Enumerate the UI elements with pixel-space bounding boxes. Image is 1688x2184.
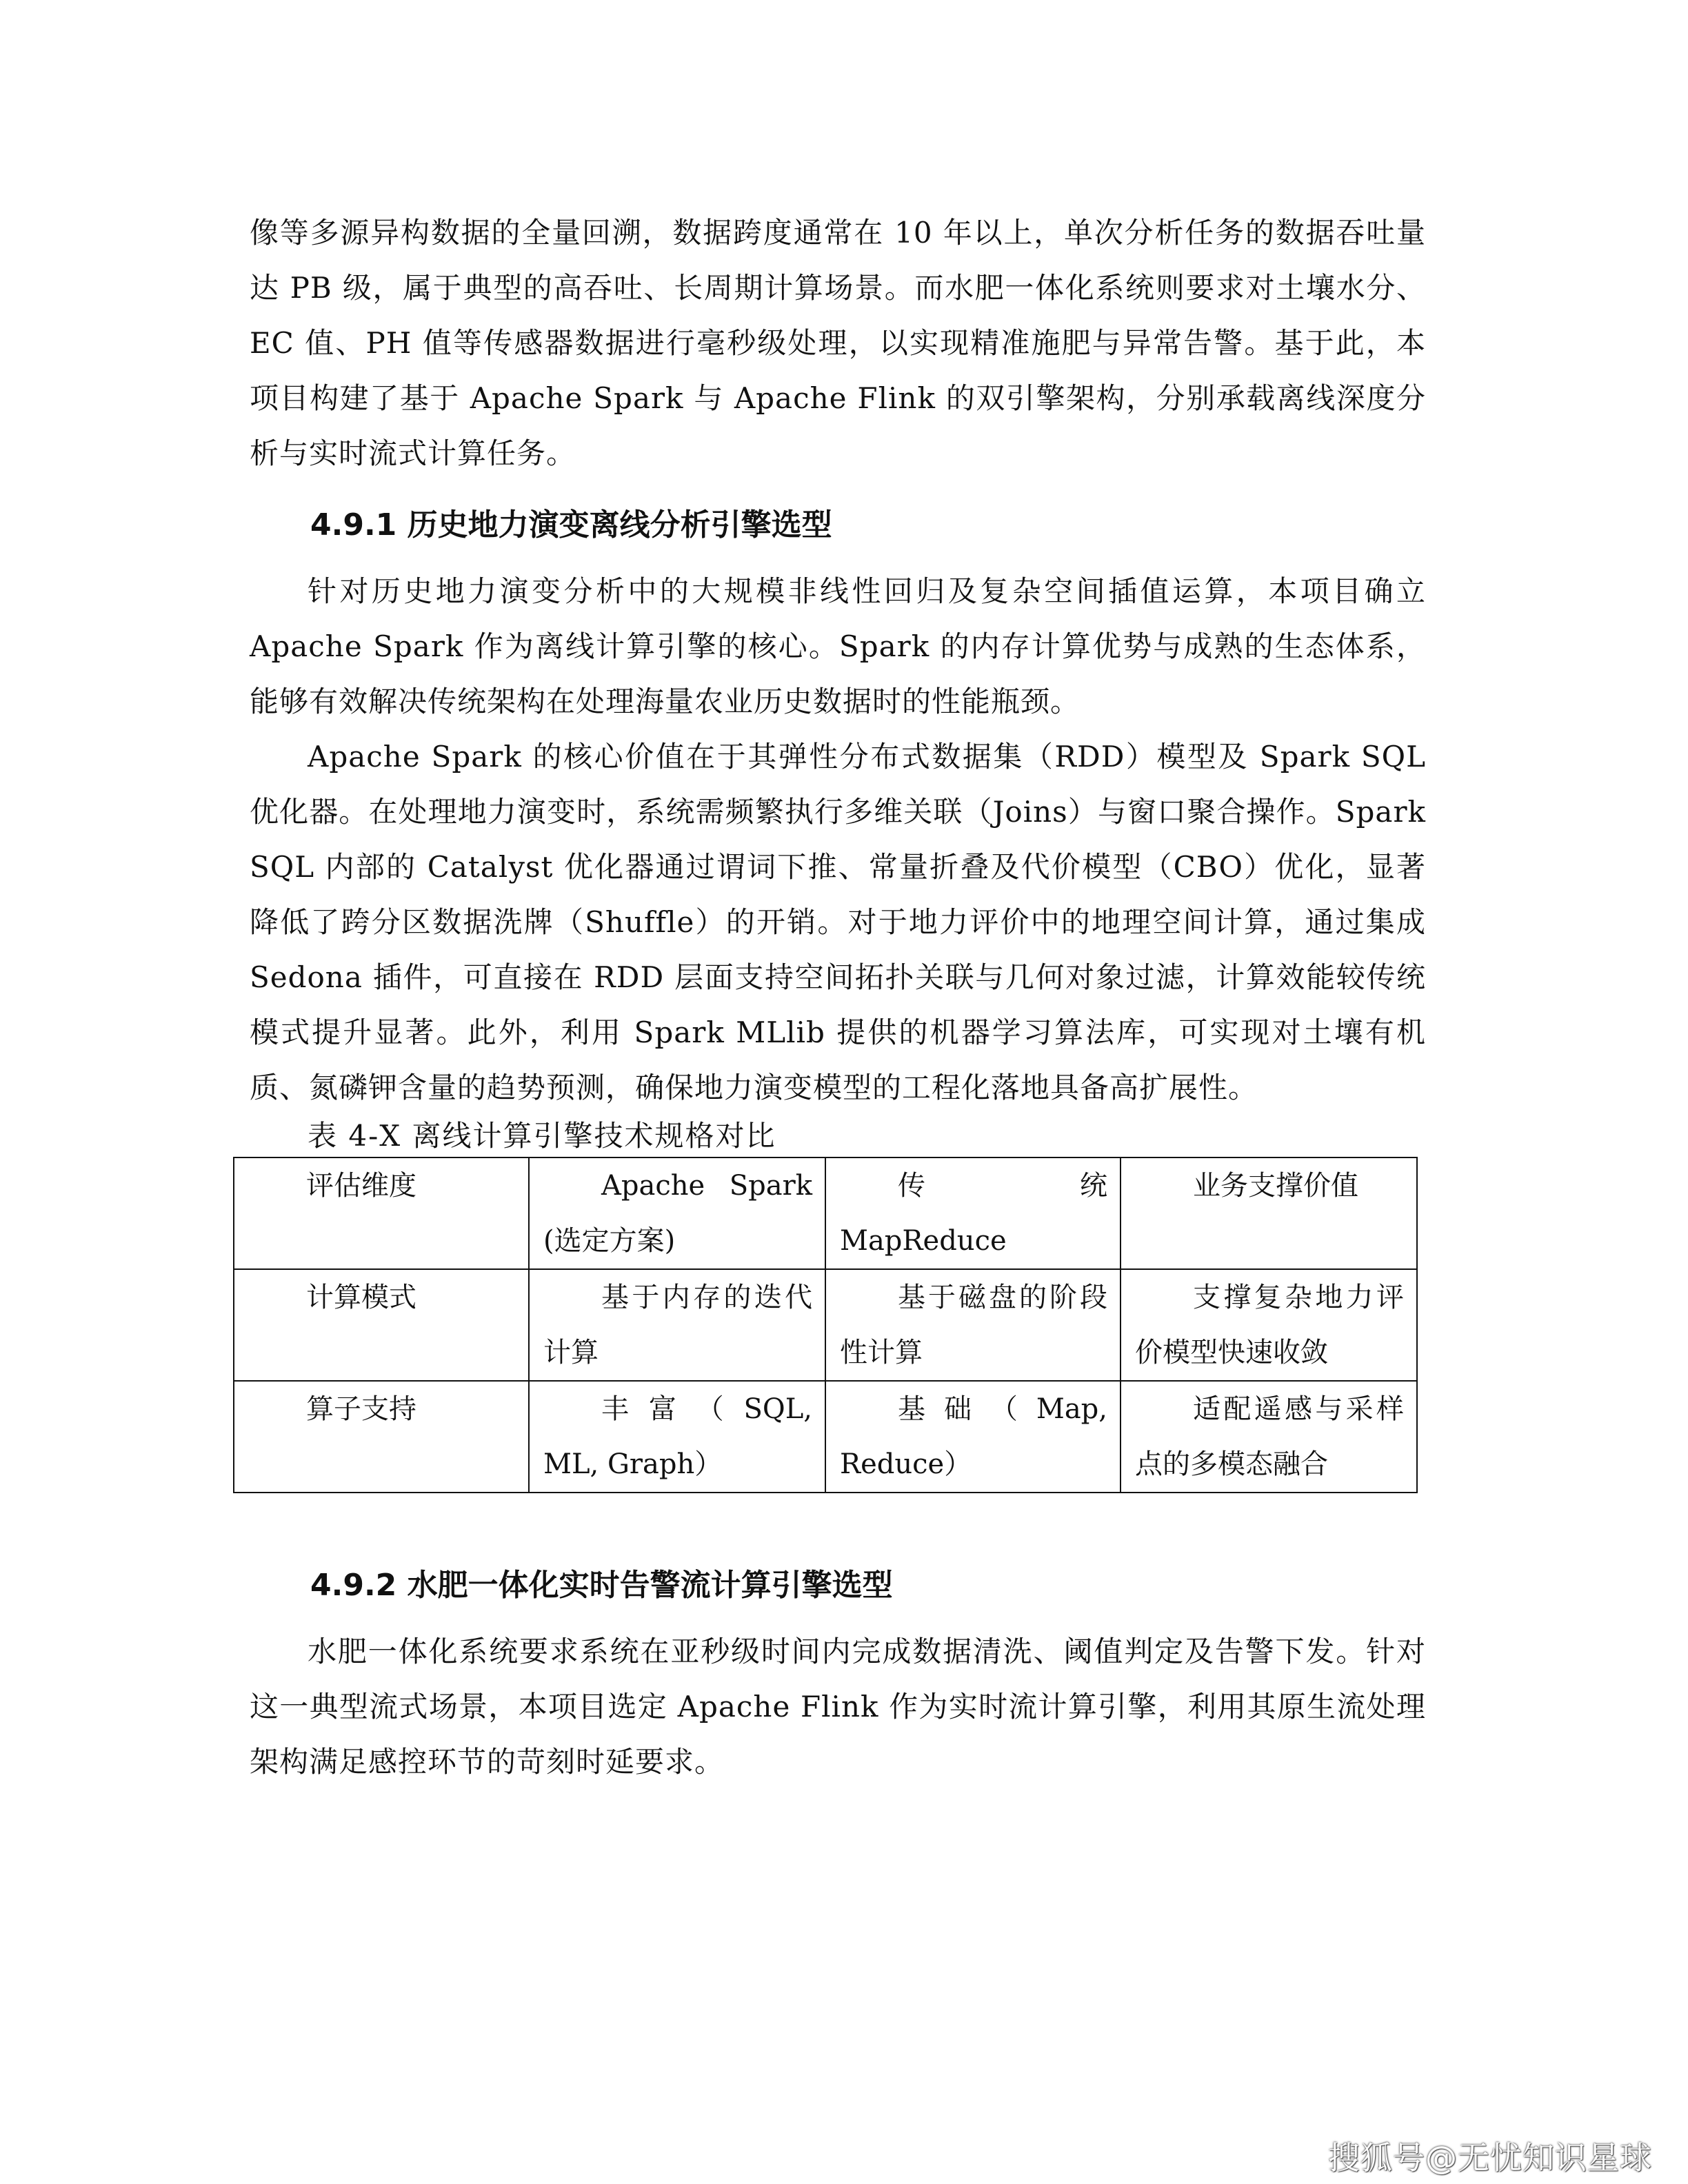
table-header-cell: Apache Spark (选定方案): [529, 1157, 825, 1269]
table-cell: 计算模式: [234, 1269, 529, 1381]
table-cell: 算子支持: [234, 1381, 529, 1493]
engine-comparison-table: [233, 1157, 1418, 1493]
document-page: [250, 205, 1426, 1790]
table-header-cell: 评估维度: [234, 1157, 529, 1269]
table-cell: 基于磁盘的阶段性计算: [825, 1269, 1121, 1381]
section-4-9-1-paragraph-1: 针对历史地力演变分析中的大规模非线性回归及复杂空间插值运算，本项目确立 Apache Spark 作为离线计算引擎的核心。Spark 的内存计算优势与成熟的生态体系，能够有效解决传统架构在处理海量农业历史数据时的性能瓶颈。: [250, 574, 1426, 718]
section-heading-4-9-2: 4.9.2 水肥一体化实时告警流计算引擎选型: [310, 1568, 893, 1603]
table-cell: 适配遥感与采样点的多模态融合: [1121, 1381, 1417, 1493]
table-header-row: [234, 1157, 1417, 1269]
table-cell: 丰 富 （ SQL, ML, Graph）: [529, 1381, 825, 1493]
table-row: [234, 1269, 1417, 1381]
section-4-9-1-paragraph-2: Apache Spark 的核心价值在于其弹性分布式数据集（RDD）模型及 Spark SQL 优化器。在处理地力演变时，系统需频繁执行多维关联（Joins）与窗口聚合操作。Spark SQL 内部的 Catalyst 优化器通过谓词下推、常量折叠及代价模型（CBO）优化，显著降低了跨分区数据洗牌（Shuffle）的开销。对于地力评价中的地理空间计算，通过集成 Sedona 插件，可直接在 RDD 层面支持空间拓扑关联与几何对象过滤，计算效能较传统模式提升显著。此外，利用 Spark MLlib 提供的机器学习算法库，可实现对土壤有机质、氮磷钾含量的趋势预测，确保地力演变模型的工程化落地具备高扩展性。: [250, 740, 1426, 1104]
intro-paragraph: 像等多源异构数据的全量回溯，数据跨度通常在 10 年以上，单次分析任务的数据吞吐量达 PB 级，属于典型的高吞吐、长周期计算场景。而水肥一体化系统则要求对土壤水分、EC 值、PH 值等传感器数据进行毫秒级处理，以实现精准施肥与异常告警。基于此，本项目构建了基于 Apache Spark 与 Apache Flink 的双引擎架构，分别承载离线深度分析与实时流式计算任务。: [250, 216, 1426, 470]
table-header-cell: 业务支撑价值: [1121, 1157, 1417, 1269]
table-cell: 基 础 （ Map, Reduce）: [825, 1381, 1121, 1493]
source-watermark: 搜狐号@无忧知识星球: [1328, 2139, 1652, 2176]
table-cell: 基于内存的迭代计算: [529, 1269, 825, 1381]
table-cell: 支撑复杂地力评价模型快速收敛: [1121, 1269, 1417, 1381]
table-header-cell: 传 统 MapReduce: [825, 1157, 1121, 1269]
section-4-9-2-paragraph: 水肥一体化系统要求系统在亚秒级时间内完成数据清洗、阈值判定及告警下发。针对这一典型流式场景，本项目选定 Apache Flink 作为实时流计算引擎，利用其原生流处理架构满足感控环节的苛刻时延要求。: [250, 1635, 1426, 1779]
table-row: [234, 1381, 1417, 1493]
section-heading-4-9-1: 4.9.1 历史地力演变离线分析引擎选型: [310, 507, 832, 543]
table-caption: 表 4-X 离线计算引擎技术规格对比: [308, 1119, 776, 1153]
